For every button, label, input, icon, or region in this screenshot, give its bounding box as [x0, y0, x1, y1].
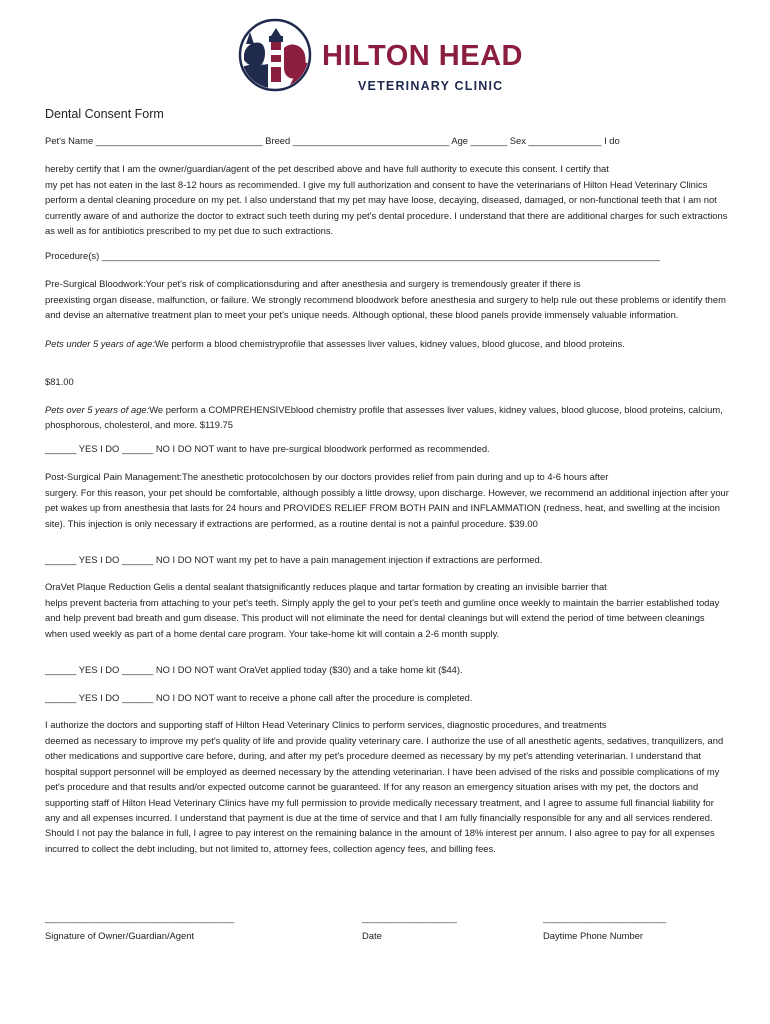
daytime-phone-field[interactable]: __________________________: [543, 912, 666, 923]
bloodwork-choice[interactable]: ______ YES I DO ______ NO I DO NOT want to have pre-surgical bloodwork performed as recommended.: [45, 443, 490, 454]
over-five-label: Pets over 5 years of age:: [45, 404, 150, 415]
oravet-first-line: OraVet Plaque Reduction Gelis a dental sealant thatsignificantly reduces plaque and tartar formation by creating an invisible barrier that: [45, 581, 607, 592]
over-five-text: We perform a COMPREHENSIVEblood chemistry profile that assesses liver values, kidney values, blood glucose, blood proteins, calcium, phosphorous, cholesterol, and more. $119.75: [45, 404, 723, 431]
clinic-logo: [238, 18, 538, 96]
owner-signature-label: Signature of Owner/Guardian/Agent: [45, 930, 195, 941]
authorize-paragraph: deemed as necessary to improve my pet's quality of life and provide quality veterinary care. I authorize the use of all anesthetic agents, sedatives, tranquilizers, and other medications and supportive care before, during, and after my pet's procedure deemed as necessary by my pet's attending veterinarian. I understand that hospital support personnel will be employed as deemed necessary by the attending veterinarian. I have been advised of the risks and possible complications of my pet's procedure and that results and/or expected outcome cannot be guaranteed. If for any reason an emergency situation arises with my pet, the doctors and supporting staff of Hilton Head Veterinary Clinics have my full permission to provide medically necessary treatment, and I agree to assume full financial liability for any and all expenses incurred. I understand that payment is due at the time of service and that I am fully financially responsible for any and all services rendered. Should I not pay the balance in full, I agree to pay interest on the remaining balance in the amount of 18% interest per annum. I also agree to pay for all expenses incurred to collect the debt including, but not limited to, attorney fees, collection agency fees, and billing fees.: [45, 735, 724, 854]
oravet-choice[interactable]: ______ YES I DO ______ NO I DO NOT want OraVet applied today ($30) and a take home kit ($44).: [45, 664, 463, 675]
presurgical-paragraph: preexisting organ disease, malfunction, or failure. We strongly recommend bloodwork before anesthesia and surgery to help rule out these problems or identify them and devise an alternative treatment plan to meet your pet's unique needs. Although optional, these blood panels provide immensely valuable information.: [45, 294, 726, 321]
under-five-text: We perform a blood chemistryprofile that assesses liver values, kidney values, blood glucose, and blood proteins.: [154, 338, 625, 349]
clinic-subtitle: VETERINARY CLINIC: [358, 79, 504, 93]
oravet-paragraph: helps prevent bacteria from attaching to your pet's teeth. Simply apply the gel to your pet's teeth and gumline once weekly to maintain the barrier established today and help prevent bad breath and gum disease. This product will not eliminate the need for dental cleanings but will extend the period of time between cleanings when used weekly as part of a home dental care program. Your take-home kit will contain a 2-6 month supply.: [45, 597, 720, 639]
authorize-first-line: I authorize the doctors and supporting staff of Hilton Head Veterinary Clinics to perform services, diagnostic procedures, and treatments: [45, 719, 607, 730]
certify-paragraph: my pet has not eaten in the last 8-12 hours as recommended. I give my full authorization and consent to have the veterinarians of Hilton Head Veterinary Clinics perform a dental cleaning procedure on my pet. I also understand that my pet may have loose, decaying, diseased, damaged, or non-functional teeth that I am not currently aware of and authorize the doctor to extract such teeth during my pet's dental procedure. I understand that there are additional charges for such extractions as well as for antibiotics prescribed to my pet due to such extractions.: [45, 179, 728, 237]
clinic-name: HILTON HEAD: [322, 40, 523, 72]
lighthouse-pet-logo-icon: [238, 18, 312, 92]
date-label: Date: [362, 930, 382, 941]
presurgical-first-line: Pre-Surgical Bloodwork:Your pet's risk of complicationsduring and after anesthesia and surgery is tremendously greater if there is: [45, 278, 581, 289]
pain-choice[interactable]: ______ YES I DO ______ NO I DO NOT want my pet to have a pain management injection if extractions are performed.: [45, 554, 543, 565]
under-five-paragraph: [45, 336, 729, 351]
postsurgical-first-line: Post-Surgical Pain Management:The anesthetic protocolchosen by our doctors provides relief from pain during and up to 4-6 hours after: [45, 471, 609, 482]
pet-info-line: Pet's Name ________________________________ Breed ______________________________ Age _______ Sex ______________ I do: [45, 135, 620, 146]
date-field[interactable]: ____________________: [362, 912, 457, 923]
certify-first-line: hereby certify that I am the owner/guardian/agent of the pet described above and have full authority to execute this consent. I certify that: [45, 163, 609, 174]
postsurgical-paragraph: surgery. For this reason, your pet should be comfortable, although possibly a little drowsy, upon discharge. However, we recommend an additional injection after your pet wakes up from anesthesia that lasts for 24 hours and PROVIDES RELIEF FROM BOTH PAIN and INFLAMMATION (redness, heat, and swelling at the incision site). This injection is only necessary if extractions are performed, as a routine dental is not a painful procedure. $39.00: [45, 487, 729, 529]
phone-call-choice[interactable]: ______ YES I DO ______ NO I DO NOT want to receive a phone call after the procedure is completed.: [45, 692, 473, 703]
owner-signature-field[interactable]: ________________________________________: [45, 912, 234, 923]
form-title: Dental Consent Form: [45, 107, 164, 121]
under-five-label: Pets under 5 years of age:: [45, 338, 155, 349]
under-five-price: $81.00: [45, 376, 74, 387]
over-five-paragraph: [45, 402, 729, 433]
procedures-line: Procedure(s) ___________________________________________________________________________________________________________: [45, 250, 660, 261]
daytime-phone-label: Daytime Phone Number: [543, 930, 644, 941]
